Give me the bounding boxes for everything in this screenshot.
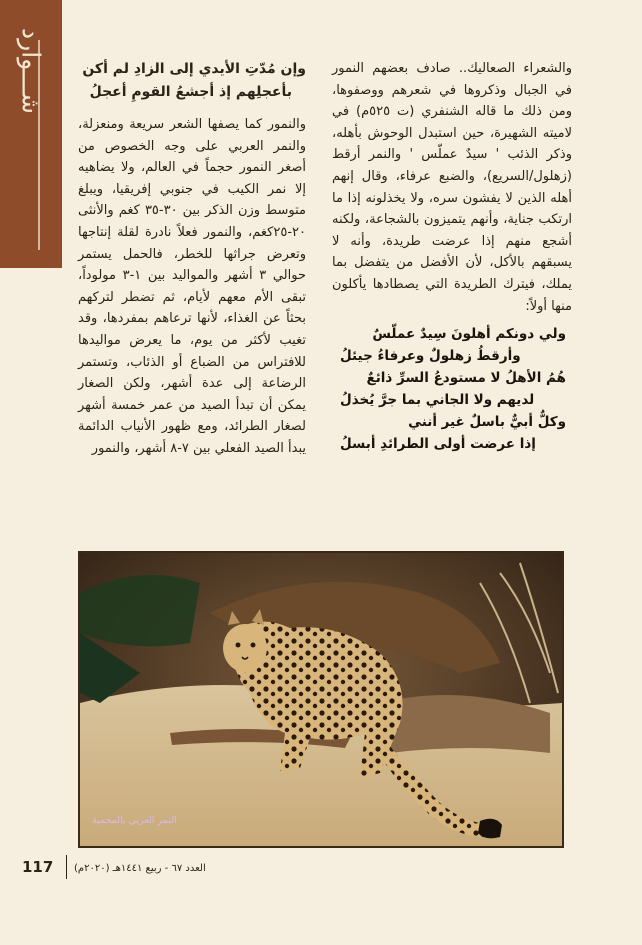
verse-line: هُمُ الأهلُ لا مستودعُ السرِّ ذائعٌ [366, 370, 566, 387]
poem-title-line: وإن مُدّتِ الأيدي إلى الزادِ لم أكن [82, 61, 306, 77]
article-left-column [78, 58, 306, 460]
verse-line: إذا عرضت أولى الطرائدِ أبسلُ [340, 436, 536, 453]
poem-title [78, 58, 306, 104]
section-sidebar [0, 0, 62, 268]
article-paragraph-left: والنمور كما يصفها الشعر سريعة ومنعزلة، والنمر العربي على وجه الخصوص من أصغر النمور حجماً في العالم، ولا يضاهيه إلا نمر الكيب في جنوبي إفريقيا، ويبلغ متوسط وزن الذكر بين ٣٠-٣٥ كغم والأنثى ٢٠-٢٥كغم، والنمور فعلاً نادرة لقلة إنتاجها وتعرض جراثها للخطر، فالحمل يستمر حوالي ٣ أشهر والمواليد بين ١-٣ مولوداً، تبقى الأم معهم لأيام، ثم تضطر لتركهم بحثاً عن الغذاء، لأنها ترعاهم بمفردها، وقد تغيب لأكثر من يوم، ما يعرض مواليدها للافتراس من الضباع أو الذئاب، وتستمر الرضاعة إلى عدة أشهر، ولكن الصغار يمكن أن تبدأ الصيد من عمر خمسة أشهر لصغار الطرائد، ومع ظهور الأنياب الدائمة يبدأ الصيد الفعلي بين ٧-٨ أشهر، والنمور [78, 117, 306, 456]
issue-info: العدد ٦٧ - ربيع ١٤٤١هـ (٢٠٢٠م) [74, 863, 206, 874]
photo-caption: النمر العربي بالمحمية [92, 815, 177, 826]
leopard-photo [78, 551, 564, 848]
poem-verses [332, 323, 572, 455]
article-right-column [332, 58, 572, 455]
section-title: شـــوارد [16, 28, 46, 114]
shrub [80, 575, 200, 646]
verse-line: وأرقطُ زهلولٌ وعرفاءُ جيئلُ [340, 348, 521, 365]
article-paragraph-right: والشعراء الصعاليك.. صادف بعضهم النمور في الجبال وذكروها في شعرهم ووصفوها، ومن ذلك ما قاله الشنفري (ت ٥٢٥م) في لاميته الشهيرة، حين استبدل الوحوش بأهله، وذكر الذئب ' سيدٌ عملّس ' والنمر أرقط (زهلول/السريع)، والضبع عرفاء، وقال إنهم أهله الذين لا يفشون سره، ولا يخذلونه إذا ما ارتكب جناية، وأنهم يتميزون بالشجاعة، ولكنه أشجع منهم إذا عرضت طريدة، وأنه لا يسبقهم بالأكل، لأن الأفضل من يتفضل بما يملك، فيترك الطريدة التي يصطادها يأكلون منها أولاً: [332, 61, 572, 314]
verse-line: وكلٌّ أبيٌّ باسلٌ غير أنني [408, 414, 566, 431]
page-number: 117 [22, 858, 54, 876]
verse-line: لديهم ولا الجاني بما جرَّ يُخذلُ [340, 392, 535, 409]
poem-title-line: بأعجلِهم إذ أجشعُ القومِ أعجلُ [89, 84, 292, 100]
footer-divider [66, 855, 67, 879]
verse-line: ولي دونكم أهلونَ سِيدٌ عملّسٌ [372, 326, 566, 343]
